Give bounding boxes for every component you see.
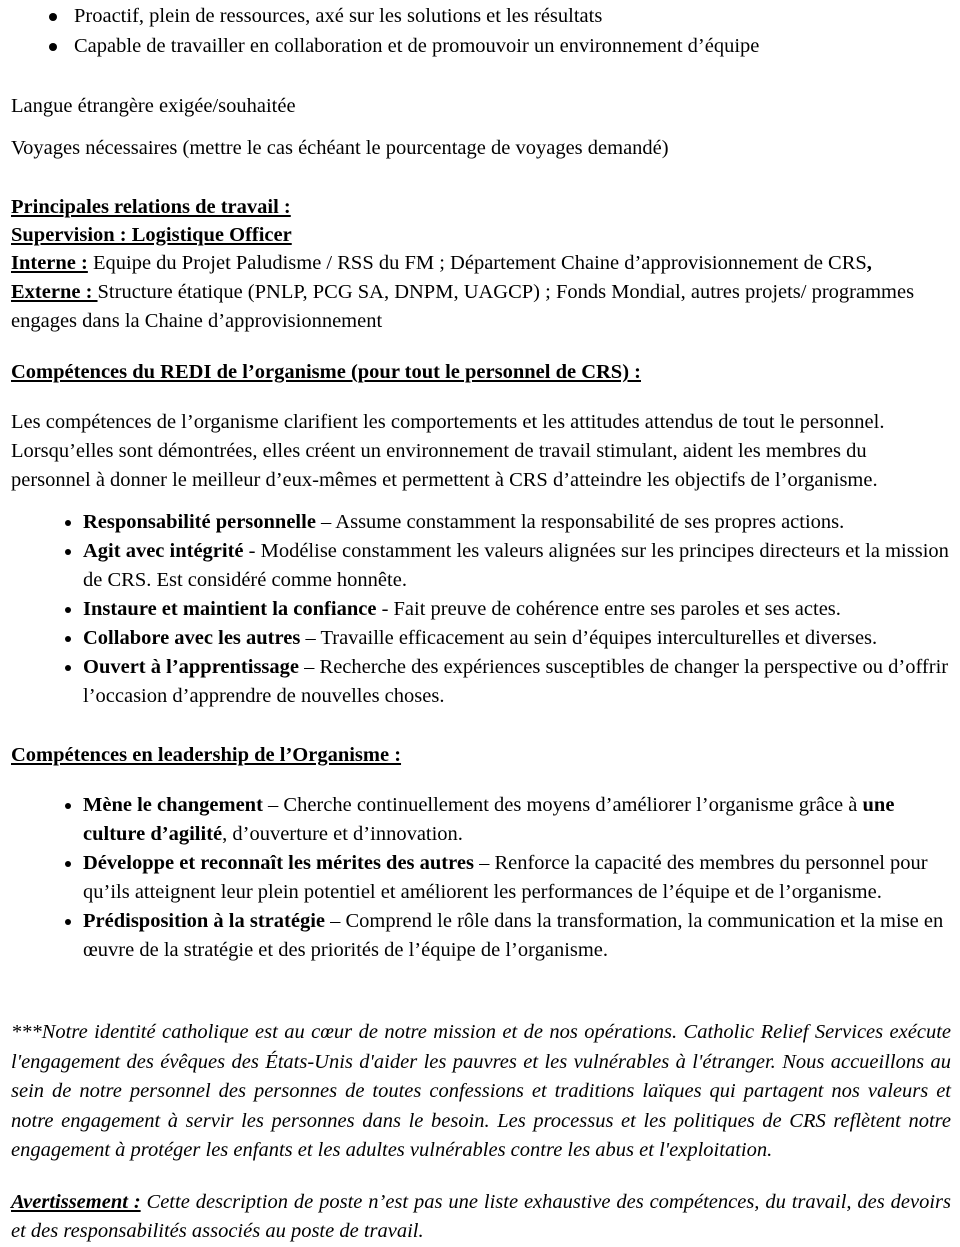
competency-description: - Fait preuve de cohérence entre ses paroles et ses actes. <box>376 598 841 620</box>
competency-term: Agit avec intégrité <box>83 540 244 562</box>
competency-term: Développe et reconnaît les mérites des autres <box>83 852 474 874</box>
externe-label: Externe : <box>11 281 98 303</box>
externe-text: Structure étatique (PNLP, PCG SA, DNPM, UAGCP) ; Fonds Mondial, autres projets/ programmes engages dans la Chaine d’approvisionnement <box>11 281 915 332</box>
competency-description: - Modélise constamment les valeurs alignées sur les principes directeurs et la mission de CRS. Est considéré comme honnête. <box>83 540 949 591</box>
list-item <box>11 595 951 624</box>
interne-text: Equipe du Projet Paludisme / RSS du FM ; Département Chaine d’approvisionnement de CRS <box>87 252 867 274</box>
catholic-identity-statement: ***Notre identité catholique est au cœur de notre mission et de nos opérations. Catholic Relief Services exécute l'engagement des évêques des États-Unis d'aider les pauvres et les vulnérables à l'étranger. Nous accueillons au sein de notre personnel des personnes de toutes confessions et traditions laïques qui partagent nos valeurs et notre engagement à servir les personnes dans le besoin. Les processus et les politiques de CRS reflètent notre engagement à protéger les enfants et les adultes vulnérables contre les abus et l'exploitation. <box>11 1021 951 1161</box>
competency-description: – Recherche des expériences susceptibles de changer la perspective ou d’offrir l’occasion d’apprendre de nouvelles choses. <box>83 656 949 707</box>
list-item <box>11 508 951 537</box>
top-bullet-list <box>11 2 951 61</box>
spacer <box>11 336 951 358</box>
travel-line: Voyages nécessaires (mettre le cas échéant le pourcentage de voyages demandé) <box>11 137 669 159</box>
section-heading-relations <box>11 193 951 221</box>
list-item <box>11 849 951 907</box>
section-heading-redi <box>11 358 951 386</box>
spacer <box>11 965 951 1005</box>
document-body <box>11 2 951 1247</box>
list-item <box>11 537 951 595</box>
list-item <box>11 907 951 965</box>
list-item <box>11 653 951 711</box>
competency-description-cont: , d’ouverture et d’innovation. <box>222 823 463 845</box>
redi-intro-paragraph: Les compétences de l’organisme clarifient les comportements et les attitudes attendus de tout le personnel. Lorsqu’elles sont démontrées, elles créent un environnement de travail stimulant, aident les membres du personnel à donner le meilleur d’eux-mêmes et permettent à CRS d’atteindre les objectifs de l’organisme. <box>11 411 885 491</box>
supervision-line <box>11 221 951 249</box>
competency-term: Prédisposition à la stratégie <box>83 910 325 932</box>
competency-term: Mène le changement <box>83 794 263 816</box>
disclaimer-label: Avertissement : <box>11 1190 141 1213</box>
competency-description: – Comprend le rôle dans la transformation, la communication et la mise en œuvre de la stratégie et des priorités de l’équipe de l’organisme. <box>83 910 944 961</box>
list-item <box>11 32 951 61</box>
competency-description: – Assume constamment la responsabilité de ses propres actions. <box>315 511 845 533</box>
interne-line <box>11 249 951 278</box>
interne-label: Interne : <box>11 252 88 274</box>
disclaimer-paragraph <box>11 1188 951 1247</box>
competency-description: – Renforce la capacité des membres du personnel pour qu’ils atteignent leur plein potentiel et améliorent les performances de l’équipe et de l’organisme. <box>83 852 928 903</box>
section-heading-leadership <box>11 741 951 769</box>
leadership-competency-list <box>11 791 951 965</box>
spacer <box>11 495 951 508</box>
spacer <box>11 1005 951 1018</box>
spacer <box>11 163 951 193</box>
spacer <box>11 62 951 92</box>
competency-emphasis: une culture d’agilité <box>83 794 895 845</box>
spacer <box>11 711 951 741</box>
list-item <box>11 2 951 31</box>
spacer <box>11 386 951 408</box>
interne-trailing-comma: , <box>866 252 872 274</box>
bullet-text: Proactif, plein de ressources, axé sur les solutions et les résultats <box>74 5 603 27</box>
heading-text: Principales relations de travail : <box>11 196 291 218</box>
redi-competency-list <box>11 508 951 711</box>
spacer <box>11 769 951 791</box>
competency-description: – Travaille efficacement au sein d’équipes interculturelles et diverses. <box>300 627 878 649</box>
supervision-text: Supervision : Logistique Officer <box>11 224 292 246</box>
competency-term: Instaure et maintient la confiance <box>83 598 377 620</box>
competency-term: Collabore avec les autres <box>83 627 301 649</box>
heading-text: Compétences en leadership de l’Organisme : <box>11 744 402 766</box>
list-item <box>11 624 951 653</box>
competency-term: Responsabilité personnelle <box>83 511 316 533</box>
competency-description: – Cherche continuellement des moyens d’améliorer l’organisme grâce à <box>262 794 863 816</box>
spacer <box>11 1166 951 1188</box>
spacer <box>11 121 951 134</box>
disclaimer-text: Cette description de poste n’est pas une liste exhaustive des compétences, du travail, des devoirs et des responsabilités associés au poste de travail. <box>11 1190 951 1242</box>
competency-term: Ouvert à l’apprentissage <box>83 656 300 678</box>
bullet-text: Capable de travailler en collaboration et de promouvoir un environnement d’équipe <box>74 35 760 57</box>
foreign-language-line: Langue étrangère exigée/souhaitée <box>11 95 296 117</box>
heading-text: Compétences du REDI de l’organisme (pour tout le personnel de CRS) : <box>11 361 641 383</box>
externe-line <box>11 278 951 336</box>
list-item <box>11 791 951 849</box>
